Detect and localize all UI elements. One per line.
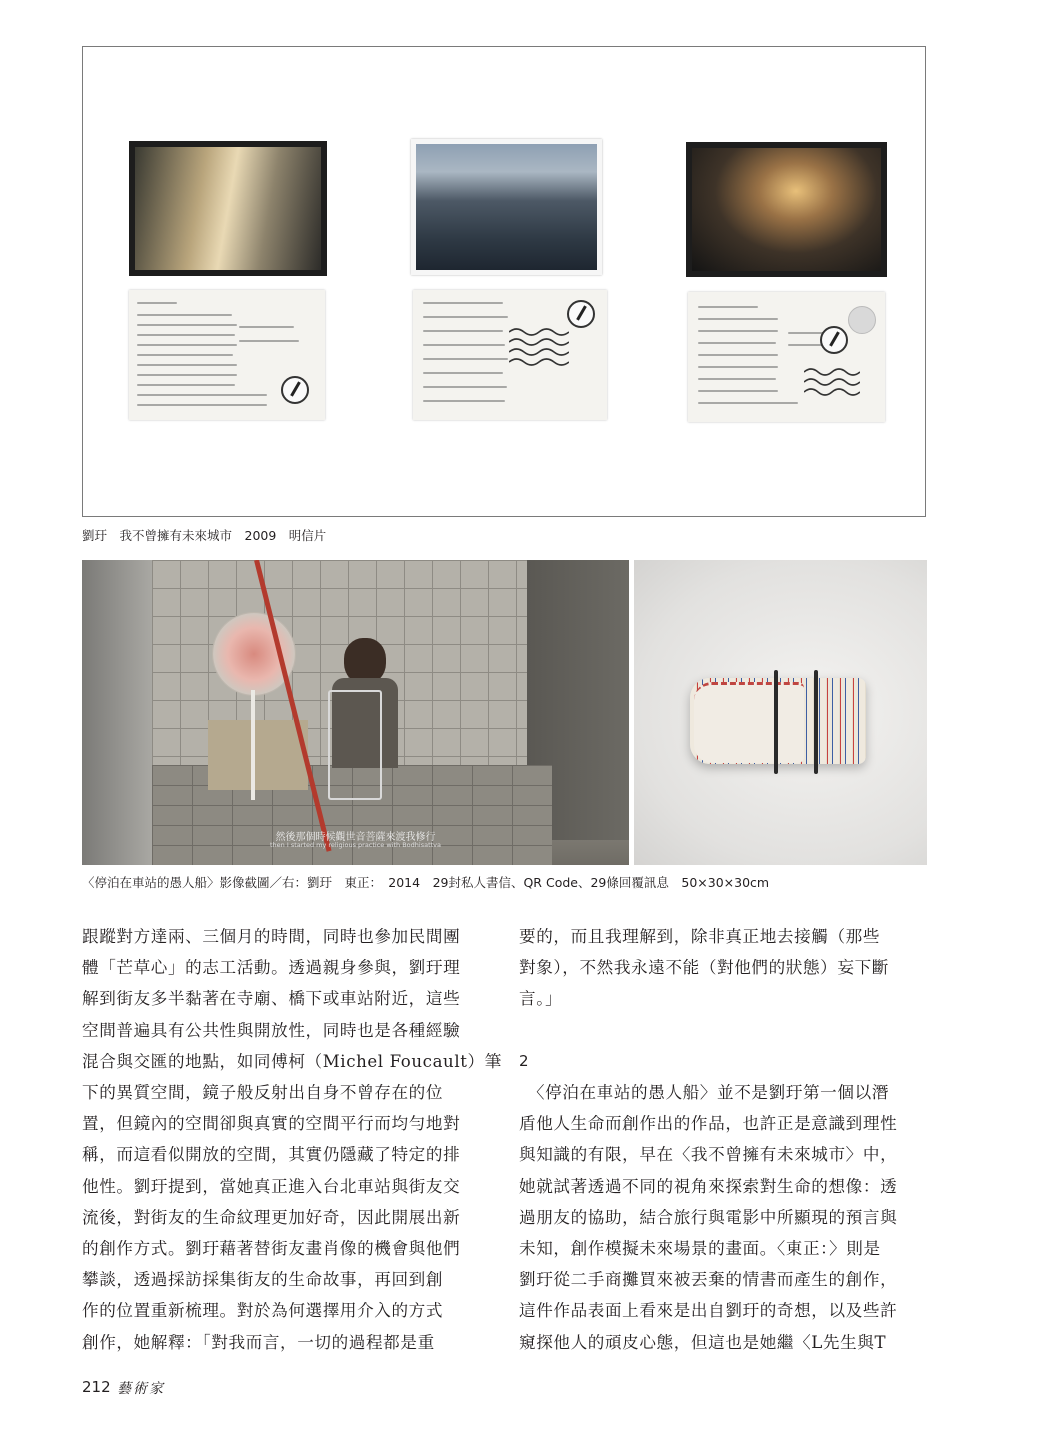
postcard-back-3 — [688, 292, 885, 422]
text-line: 窺探他人的頑皮心態，但這也是她繼〈L先生與T — [519, 1332, 887, 1352]
text-line: 盾他人生命而創作出的作品，也許正是意識到理性 — [519, 1114, 898, 1134]
text-line: 下的異質空間，鏡子般反射出自身不曾存在的位 — [82, 1083, 444, 1103]
stamp-icon — [820, 326, 848, 354]
postcard-back-2 — [413, 290, 607, 420]
postmark-circle — [848, 306, 876, 334]
figure1-caption: 劉玗 我不曾擁有未來城市 2009 明信片 — [82, 528, 327, 543]
text-line: 攀談，透過採訪採集街友的生命故事，再回到創 — [82, 1270, 444, 1290]
fan — [212, 612, 296, 696]
section-number: 2 — [519, 1051, 530, 1070]
postmark-lines — [509, 326, 569, 370]
letters-bundle-photo — [634, 560, 927, 865]
text-line: 要的，而且我理解到，除非真正地去接觸（那些 — [519, 927, 881, 946]
subtitle-chinese: 然後那個時候觀世音菩薩來渡我修行 — [275, 832, 436, 843]
postcard-front-1 — [129, 141, 327, 276]
right-column-top — [519, 921, 929, 1015]
subtitle-english: then I started my religious practice with Bodhisattva — [269, 841, 442, 849]
stamp-icon — [281, 376, 309, 404]
text-line: 置，但鏡內的空間卻與真實的空間平行而均勻地對 — [82, 1114, 461, 1134]
article-column-left — [82, 921, 502, 1358]
right-column-bottom — [519, 1077, 929, 1358]
text-line: 〈停泊在車站的愚人船〉並不是劉玗第一個以潛 — [519, 1083, 889, 1102]
text-line: 言。」 — [519, 989, 563, 1009]
text-line: 混合與交匯的地點，如同傅柯（Michel Foucault）筆 — [82, 1051, 502, 1071]
text-line: 流後，對街友的生命紋理更加好奇，因此開展出新 — [82, 1207, 461, 1227]
text-line: 這件作品表面上看來是出自劉玗的奇想，以及些許 — [519, 1301, 898, 1321]
postcard-figure — [82, 46, 926, 517]
article-column-right — [519, 921, 929, 1358]
video-still — [82, 560, 629, 865]
postmark-lines — [804, 366, 860, 402]
postcard-front-3 — [686, 142, 887, 277]
text-line: 劉玗從二手商攤買來被丟棄的情書而產生的創作， — [519, 1270, 898, 1290]
page-number: 212 — [82, 1378, 111, 1396]
text-line: 作的位置重新梳理。對於為何選擇用介入的方式 — [82, 1301, 444, 1321]
text-line: 他性。劉玗提到，當她真正進入台北車站與街友交 — [82, 1176, 461, 1196]
text-line: 過朋友的協助，結合旅行與電影中所顯現的預言與 — [519, 1207, 898, 1227]
text-line: 創作，她解釋：「對我而言，一切的過程都是重 — [82, 1332, 435, 1352]
text-line: 稱，而這看似開放的空間，其實仍隱藏了特定的排 — [82, 1145, 461, 1165]
text-line: 與知識的有限，早在〈我不曾擁有未來城市〉中， — [519, 1145, 898, 1165]
text-line: 未知，創作模擬未來場景的畫面。〈東正：〉則是 — [519, 1239, 881, 1259]
text-line: 解到街友多半黏著在寺廟、橋下或車站附近，這些 — [82, 989, 461, 1009]
postcard-front-2 — [411, 139, 602, 275]
text-line: 跟蹤對方達兩、三個月的時間，同時也參加民間團 — [82, 927, 461, 946]
text-line: 對象），不然我永遠不能（對他們的狀態）妄下斷 — [519, 958, 889, 978]
figure2-caption: 〈停泊在車站的愚人船〉影像截圖／右：劉玗 東正： 2014 29封私人書信、QR Code、29條回覆訊息 50×30×30cm — [82, 875, 770, 890]
stamp-icon — [567, 300, 595, 328]
text-line: 空間普遍具有公共性與開放性，同時也是各種經驗 — [82, 1020, 461, 1040]
text-line: 體「芒草心」的志工活動。透過親身參與，劉玗理 — [82, 958, 461, 978]
text-line: 的創作方式。劉玗藉著替街友畫肖像的機會與他們 — [82, 1239, 461, 1259]
postcard-back-1 — [129, 290, 325, 420]
text-line: 她就試著透過不同的視角來探索對生命的想像：透 — [519, 1176, 898, 1196]
magazine-name: 藝術家 — [117, 1381, 165, 1397]
